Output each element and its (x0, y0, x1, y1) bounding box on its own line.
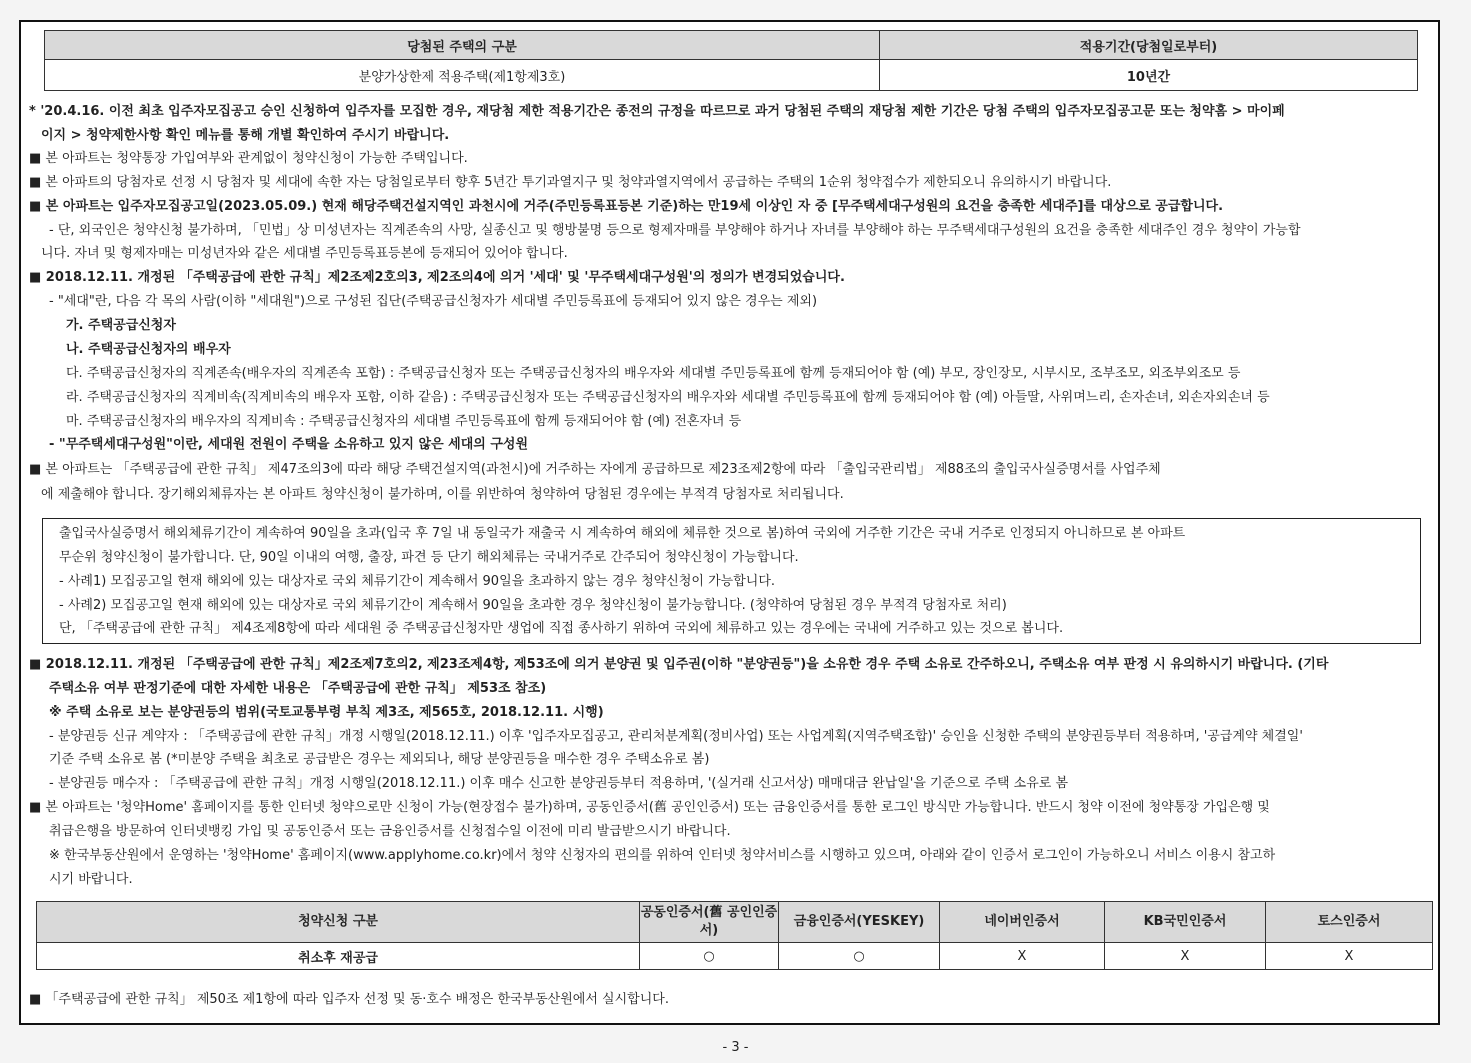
notice-line: 기준 주택 소유로 봄 (*미분양 주택을 최초로 공급받은 경우는 제외되나, 해당 분양권등을 매수한 경우 주택소유로 봄) (49, 752, 710, 767)
notice-line: 주택소유 여부 판정기준에 대한 자세한 내용은 「주택공급에 관한 규칙」 제53조 참조) (49, 681, 547, 696)
notice-line: ※ 주택 소유로 보는 분양권등의 범위(국토교통부령 부칙 제3조, 제565호, 2018.12.11. 시행) (49, 705, 604, 720)
reapplication-period-table (44, 30, 1418, 91)
notice-line: - 분양권등 신규 계약자 : 「주택공급에 관한 규칙」개정 시행일(2018.12.11.) 이후 '입주자모집공고, 관리처분계획(정비사업) 또는 사업계획(지역주택조합)' 승인을 신청한 주택의 분양권등부터 적용하며, '공급계약 체결일' (49, 729, 1303, 744)
box-line: 무순위 청약신청이 불가합니다. 단, 90일 이내의 여행, 출장, 파견 등 단기 해외체류는 국내거주로 간주되어 청약신청이 가능합니다. (59, 550, 799, 565)
table-header: KB국민인증서 (1105, 902, 1266, 943)
notice-line: ※ 한국부동산원에서 운영하는 '청약Home' 홈페이지(www.applyhome.co.kr)에서 청약 신청자의 편의를 위하여 인터넷 청약서비스를 시행하고 있으며, 아래와 같이 인증서 로그인이 가능하오니 서비스 이용시 참고하 (49, 848, 1276, 863)
table-header: 네이버인증서 (940, 902, 1105, 943)
table-header: 적용기간(당첨일로부터) (880, 31, 1418, 60)
box-line: - 사례1) 모집공고일 현재 해외에 있는 대상자로 국외 체류기간이 계속해서 90일을 초과하지 않는 경우 청약신청이 가능합니다. (59, 574, 776, 589)
notice-line: 니다. 자녀 및 형제자매는 미성년자와 같은 세대별 주민등록표등본에 등재되어 있어야 합니다. (41, 246, 568, 261)
page-number: - 3 - (722, 1040, 749, 1055)
notice-line: 나. 주택공급신청자의 배우자 (66, 342, 231, 357)
table-cell: ○ (779, 943, 940, 970)
notice-line: ■ 본 아파트의 당첨자로 선정 시 당첨자 및 세대에 속한 자는 당첨일로부터 향후 5년간 투기과열지구 및 청약과열지역에서 공급하는 주택의 1순위 청약접수가 제한되오니 유의하시기 바랍니다. (29, 175, 1112, 190)
notice-line: 취급은행을 방문하여 인터넷뱅킹 가입 및 공동인증서 또는 금융인증서를 신청접수일 이전에 미리 발급받으시기 바랍니다. (49, 824, 731, 839)
notice-line: ■ 본 아파트는 청약통장 가입여부와 관계없이 청약신청이 가능한 주택입니다. (29, 151, 468, 166)
table-header: 당첨된 주택의 구분 (45, 31, 880, 60)
table-cell: ○ (640, 943, 779, 970)
notice-line: 마. 주택공급신청자의 배우자의 직계비속 : 주택공급신청자의 세대별 주민등록표에 함께 등재되어야 함 (예) 전혼자녀 등 (66, 414, 742, 429)
table-cell: 10년간 (880, 60, 1418, 91)
notice-line: - "세대"란, 다음 각 목의 사람(이하 "세대원")으로 구성된 집단(주택공급신청자가 세대별 주민등록표에 등재되어 있지 않은 경우는 제외) (49, 294, 818, 309)
box-line: 단, 「주택공급에 관한 규칙」 제4조제8항에 따라 세대원 중 주택공급신청자만 생업에 직접 종사하기 위하여 국외에 체류하고 있는 경우에는 국내에 거주하고 있는 것으로 봅니다. (59, 621, 1064, 636)
table-cell: X (940, 943, 1105, 970)
notice-line: 가. 주택공급신청자 (66, 318, 176, 333)
notice-line: 이지 > 청약제한사항 확인 메뉴를 통해 개별 확인하여 주시기 바랍니다. (41, 128, 450, 143)
notice-line: 다. 주택공급신청자의 직계존속(배우자의 직계존속 포함) : 주택공급신청자 또는 주택공급신청자의 배우자와 세대별 주민등록표에 함께 등재되어야 함 (예) 부모, 장인장모, 시부시모, 조부조모, 외조부외조모 등 (66, 366, 1241, 381)
table-cell: 취소후 재공급 (37, 943, 640, 970)
table-header: 금융인증서(YESKEY) (779, 902, 940, 943)
box-line: - 사례2) 모집공고일 현재 해외에 있는 대상자로 국외 체류기간이 계속해서 90일을 초과한 경우 청약신청이 불가능합니다. (청약하여 당첨된 경우 부적격 당첨자로 처리) (59, 598, 1007, 613)
box-line: 출입국사실증명서 해외체류기간이 계속하여 90일을 초과(입국 후 7일 내 동일국가 재출국 시 계속하여 해외에 체류한 것으로 봄)하여 국외에 거주한 기간은 국내 거주로 인정되지 아니하므로 본 아파트 (59, 526, 1186, 541)
notice-line: 라. 주택공급신청자의 직계비속(직계비속의 배우자 포함, 이하 같음) : 주택공급신청자 또는 주택공급신청자의 배우자와 세대별 주민등록표에 함께 등재되어야 함 (예) 아들딸, 사위며느리, 손자손녀, 외손자외손녀 등 (66, 390, 1270, 405)
notice-line: 시기 바랍니다. (49, 872, 133, 887)
table-header: 토스인증서 (1266, 902, 1433, 943)
table-cell: X (1266, 943, 1433, 970)
notice-line: - "무주택세대구성원"이란, 세대원 전원이 주택을 소유하고 있지 않은 세대의 구성원 (49, 437, 529, 452)
notice-line: - 분양권등 매수자 : 「주택공급에 관한 규칙」개정 시행일(2018.12.11.) 이후 매수 신고한 분양권등부터 적용하며, '(실거래 신고서상) 매매대금 완납일'을 기준으로 주택 소유로 봄 (49, 776, 1069, 791)
notice-line: ■ 2018.12.11. 개정된 「주택공급에 관한 규칙」제2조제7호의2, 제23조제4항, 제53조에 의거 분양권 및 입주권(이하 "분양권등")을 소유한 경우 주택 소유로 간주하오니, 주택소유 여부 판정 시 유의하시기 바랍니다. (기타 (29, 657, 1329, 672)
notice-line: - 단, 외국인은 청약신청 불가하며, 「민법」상 미성년자는 직계존속의 사망, 실종신고 및 행방불명 등으로 형제자매를 부양해야 하거나 자녀를 부양해야 하는 무주택세대구성원의 요건을 충족한 세대주인 경우 청약이 가능합 (49, 223, 1301, 238)
notice-line: ■ 본 아파트는 '청약Home' 홈페이지를 통한 인터넷 청약으로만 신청이 가능(현장접수 불가)하며, 공동인증서(舊 공인인증서) 또는 금융인증서를 통한 로그인 방식만 가능합니다. 반드시 청약 이전에 청약통장 가입은행 및 (29, 800, 1270, 815)
notice-line: ■ 2018.12.11. 개정된 「주택공급에 관한 규칙」제2조제2호의3, 제2조의4에 의거 '세대' 및 '무주택세대구성원'의 정의가 변경되었습니다. (29, 270, 845, 285)
document-page (19, 20, 1440, 1025)
notice-line: ■ 본 아파트는 입주자모집공고일(2023.05.09.) 현재 해당주택건설지역인 과천시에 거주(주민등록표등본 기준)하는 만19세 이상인 자 중 [무주택세대구성원의 요건을 충족한 세대주]를 대상으로 공급합니다. (29, 199, 1224, 214)
certificate-support-table (36, 901, 1433, 970)
notice-line: 에 제출해야 합니다. 장기해외체류자는 본 아파트 청약신청이 불가하며, 이를 위반하여 청약하여 당첨된 경우에는 부적격 당첨자로 처리됩니다. (41, 487, 844, 502)
overseas-stay-notice-box (42, 518, 1421, 644)
notice-line: ■ 본 아파트는 「주택공급에 관한 규칙」 제47조의3에 따라 해당 주택건설지역(과천시)에 거주하는 자에게 공급하므로 제23조제2항에 따라 「출입국관리법」 제88조의 출입국사실증명서를 사업주체 (29, 462, 1161, 477)
table-cell: 분양가상한제 적용주택(제1항제3호) (45, 60, 880, 91)
table-cell: X (1105, 943, 1266, 970)
table-header: 공동인증서(舊 공인인증서) (640, 902, 779, 943)
notice-line: ■ 「주택공급에 관한 규칙」 제50조 제1항에 따라 입주자 선정 및 동·호수 배정은 한국부동산원에서 실시합니다. (29, 992, 669, 1007)
notice-line: * '20.4.16. 이전 최초 입주자모집공고 승인 신청하여 입주자를 모집한 경우, 재당첨 제한 적용기간은 종전의 규정을 따르므로 과거 당첨된 주택의 재당첨 제한 기간은 당첨 주택의 입주자모집공고문 또는 청약홈 > 마이페 (29, 104, 1285, 119)
table-header: 청약신청 구분 (37, 902, 640, 943)
